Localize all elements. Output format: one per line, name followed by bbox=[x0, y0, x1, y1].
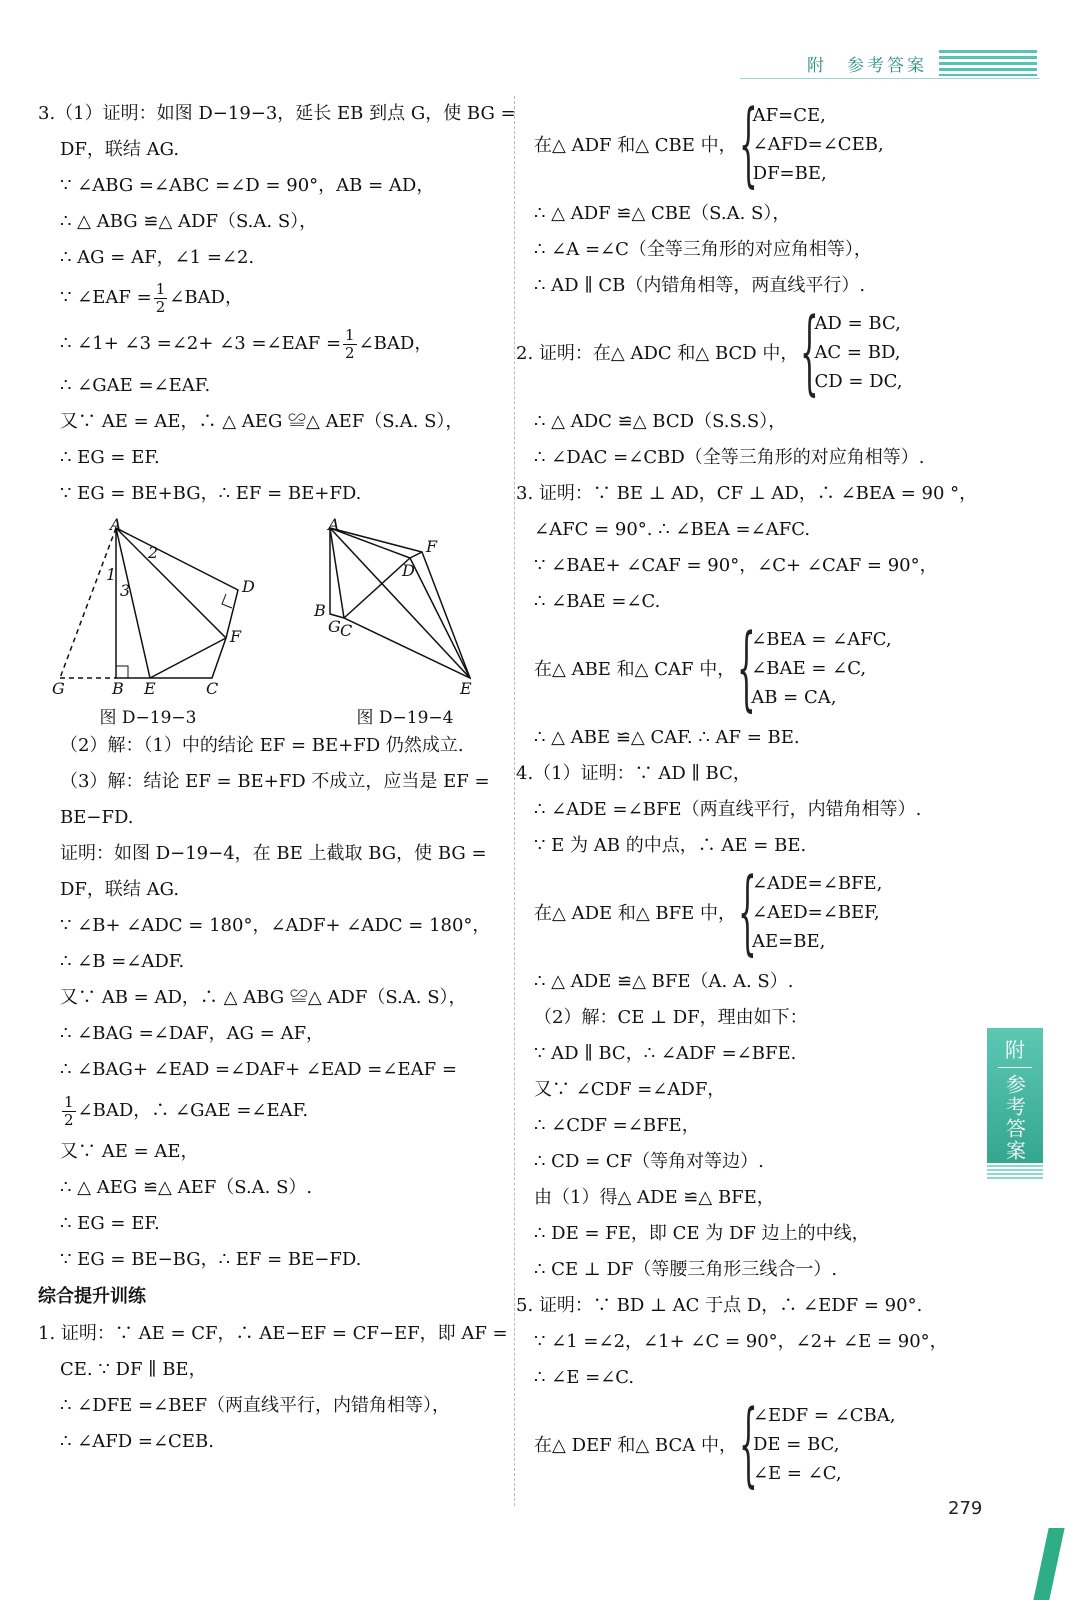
system-row: ∠E = ∠C, bbox=[752, 1462, 842, 1484]
text-line: ∴ AG = AF，∠1 =∠2. bbox=[60, 247, 255, 268]
text-line: （2）解：（1）中的结论 EF = BE+FD 仍然成立. bbox=[60, 735, 464, 756]
label-D: D bbox=[402, 561, 415, 580]
figure-d-19-4 bbox=[310, 518, 500, 728]
text-line: ∴ DE = FE，即 CE 为 DF 边上的中线， bbox=[534, 1223, 870, 1244]
fraction: $\frac{1}{2}$ bbox=[64, 1092, 74, 1129]
text-line: ∴ ∠BAG =∠DAF，AG = AF， bbox=[60, 1023, 325, 1044]
fraction-line bbox=[38, 1088, 500, 1134]
text-line: ∴ EG = EF. bbox=[60, 447, 160, 468]
text-line: ∴ ∠A =∠C（全等三角形的对应角相等）， bbox=[534, 239, 872, 260]
text-line: ∴ ∠CDF =∠BFE， bbox=[534, 1115, 700, 1136]
label-G: G bbox=[328, 617, 341, 636]
text-line: 又∵ AB = AD，∴ △ ABG ≌△ ADF（S.A. S）， bbox=[60, 987, 467, 1008]
text-line: ∴ ∠B =∠ADF. bbox=[60, 951, 185, 972]
text-line: ∴ ∠BAE =∠C. bbox=[534, 591, 661, 612]
text-line: ∴ △ ADE ≌△ BFE（A. A. S）. bbox=[534, 971, 794, 992]
system-row: ∠BAE = ∠C, bbox=[751, 657, 867, 679]
system-intro: 在△ ADE 和△ BFE 中， bbox=[534, 903, 736, 924]
label-B: B bbox=[112, 679, 124, 696]
system-row: AF=CE, bbox=[752, 104, 826, 126]
text-line: ∴ ∠ADE =∠BFE（两直线平行，内错角相等）. bbox=[534, 799, 922, 820]
header-title: 附 参考答案 bbox=[807, 55, 927, 76]
header-decoration bbox=[939, 50, 1037, 76]
text-line: 由（1）得△ ADE ≌△ BFE， bbox=[534, 1187, 775, 1208]
system-intro: 在△ DEF 和△ BCA 中， bbox=[534, 1435, 737, 1456]
fraction-line bbox=[38, 320, 500, 368]
text-line: ∴ CE ⊥ DF（等腰三角形三线合一）. bbox=[534, 1259, 838, 1280]
side-tab-top: 附 bbox=[998, 1034, 1032, 1068]
label-3: 3 bbox=[120, 581, 131, 600]
text-line: ∵ AD ∥ BC，∴ ∠ADF =∠BFE. bbox=[534, 1043, 797, 1064]
text-line: 又∵ AE = AE，∴ △ AEG ≌△ AEF（S.A. S）， bbox=[60, 411, 464, 432]
text-line: 证明：如图 D−19−4，在 BE 上截取 BG，使 BG = bbox=[60, 843, 487, 864]
text-line: ∵ EG = BE+BG，∴ EF = BE+FD. bbox=[60, 483, 362, 504]
text-line: ∴ ∠AFD =∠CEB. bbox=[60, 1431, 214, 1452]
text-line: ∴ ∠BAG+ ∠EAD =∠DAF+ ∠EAD =∠EAF = bbox=[60, 1059, 457, 1080]
system-rows bbox=[751, 625, 891, 712]
brace: { bbox=[738, 1390, 758, 1497]
system-rows bbox=[814, 309, 902, 396]
system-row: ∠EDF = ∠CBA, bbox=[752, 1404, 896, 1426]
label-B: B bbox=[314, 601, 326, 620]
text-line: 3.（1）证明：如图 D−19−3，延长 EB 到点 G，使 BG = bbox=[38, 103, 516, 124]
label-A: A bbox=[110, 518, 122, 534]
label-F: F bbox=[230, 627, 242, 646]
text-line: ∴ AD ∥ CB（内错角相等，两直线平行）. bbox=[534, 275, 866, 296]
header-rule bbox=[740, 78, 1040, 79]
text-line: ∠AFC = 90°. ∴ ∠BEA =∠AFC. bbox=[534, 519, 811, 540]
appendix-side-tab bbox=[987, 1028, 1043, 1163]
figure-caption: 图 D−19−3 bbox=[99, 708, 197, 728]
text-line: ∴ △ AEG ≌△ AEF（S.A. S）. bbox=[60, 1177, 313, 1198]
text-line: ∴ ∠DAC =∠CBD（全等三角形的对应角相等）. bbox=[534, 447, 925, 468]
equation-system bbox=[534, 614, 994, 721]
math-text: ∠BAD， bbox=[358, 333, 433, 354]
text-line: ∴ △ ABG ≌△ ADF（S.A. S）， bbox=[60, 211, 318, 232]
page-number: 279 bbox=[948, 1498, 983, 1519]
text-line: 3. 证明：∵ BE ⊥ AD，CF ⊥ AD，∴ ∠BEA = 90 °， bbox=[516, 483, 978, 504]
text-line: 4.（1）证明：∵ AD ∥ BC， bbox=[516, 763, 751, 784]
system-rows bbox=[752, 869, 882, 956]
text-line: ∵ ∠ABG =∠ABC =∠D = 90°，AB = AD， bbox=[60, 175, 435, 196]
text-line: ∴ ∠GAE =∠EAF. bbox=[60, 375, 211, 396]
text-line: CE. ∵ DF ∥ BE， bbox=[60, 1359, 207, 1380]
text-line: ∴ △ ABE ≌△ CAF. ∴ AF = BE. bbox=[534, 727, 800, 748]
text-line: 5. 证明：∵ BD ⊥ AC 于点 D，∴ ∠EDF = 90°. bbox=[516, 1295, 923, 1316]
brace: { bbox=[738, 858, 757, 965]
label-E: E bbox=[144, 679, 156, 696]
text-line: 又∵ ∠CDF =∠ADF， bbox=[534, 1079, 726, 1100]
system-intro: 在△ ABE 和△ CAF 中， bbox=[534, 659, 736, 680]
system-intro: 在△ ADF 和△ CBE 中， bbox=[534, 135, 737, 156]
label-C: C bbox=[206, 679, 219, 696]
figure-caption: 图 D−19−4 bbox=[356, 708, 454, 728]
system-row: AC = BD, bbox=[814, 341, 901, 363]
fraction: $\frac{1}{2}$ bbox=[155, 279, 166, 316]
text-line: DF，联结 AG. bbox=[60, 139, 180, 160]
text-line: ∴ CD = CF（等角对等边）. bbox=[534, 1151, 764, 1172]
label-D: D bbox=[242, 577, 255, 596]
equation-system bbox=[516, 298, 994, 405]
system-rows bbox=[753, 101, 884, 188]
label-F: F bbox=[426, 537, 438, 556]
text-line: ∵ EG = BE−BG，∴ EF = BE−FD. bbox=[60, 1249, 362, 1270]
geometry-diagram-2 bbox=[310, 518, 500, 696]
column-divider bbox=[514, 96, 515, 1506]
text-line: BE−FD. bbox=[60, 807, 134, 828]
label-1: 1 bbox=[106, 565, 117, 584]
geometry-diagram-1 bbox=[38, 518, 258, 696]
figure-row bbox=[38, 518, 500, 728]
math-text: ∠BAD，∴ ∠GAE =∠EAF. bbox=[77, 1100, 309, 1121]
page-header bbox=[807, 50, 1037, 76]
label-E: E bbox=[460, 679, 472, 696]
system-row: ∠AED=∠BEF, bbox=[752, 901, 880, 923]
fraction-line bbox=[38, 276, 500, 320]
brace: { bbox=[800, 298, 820, 405]
system-row: CD = DC, bbox=[814, 370, 903, 392]
system-row: AB = CA, bbox=[751, 686, 837, 708]
text-line: ∴ △ ADC ≌△ BCD（S.S.S）， bbox=[534, 411, 787, 432]
text-line: ∴ EG = EF. bbox=[60, 1213, 160, 1234]
label-C: C bbox=[340, 621, 353, 640]
figure-d-19-3 bbox=[38, 518, 258, 728]
label-G: G bbox=[52, 679, 65, 696]
equation-system bbox=[534, 1390, 994, 1497]
text-line: ∵ ∠BAE+ ∠CAF = 90°，∠C+ ∠CAF = 90°， bbox=[534, 555, 938, 576]
text-line: （2）解：CE ⊥ DF，理由如下： bbox=[534, 1007, 808, 1028]
system-row: ∠ADE=∠BFE, bbox=[752, 872, 883, 894]
system-intro: 2. 证明：在△ ADC 和△ BCD 中， bbox=[516, 343, 799, 364]
text-line: （3）解：结论 EF = BE+FD 不成立，应当是 EF = bbox=[60, 771, 490, 792]
system-row: ∠BEA = ∠AFC, bbox=[751, 628, 892, 650]
system-row: ∠AFD=∠CEB, bbox=[752, 133, 884, 155]
text-line: ∵ ∠B+ ∠ADC = 180°，∠ADF+ ∠ADC = 180°， bbox=[60, 915, 491, 936]
side-tab-decoration bbox=[987, 1165, 1043, 1181]
math-text: ∴ ∠1+ ∠3 =∠2+ ∠3 =∠EAF = bbox=[60, 333, 342, 354]
text-line: ∵ E 为 AB 的中点，∴ AE = BE. bbox=[534, 835, 807, 856]
system-row: AE=BE, bbox=[752, 930, 826, 952]
system-row: DF=BE, bbox=[752, 162, 827, 184]
text-line: ∴ △ ADF ≌△ CBE（S.A. S）， bbox=[534, 203, 791, 224]
label-A: A bbox=[328, 518, 340, 534]
text-line: ∴ ∠DFE =∠BEF（两直线平行，内错角相等）， bbox=[60, 1395, 451, 1416]
label-2: 2 bbox=[148, 543, 159, 562]
text-line: ∴ ∠E =∠C. bbox=[534, 1367, 635, 1388]
math-text: ∵ ∠EAF = bbox=[60, 287, 152, 308]
text-line: 1. 证明：∵ AE = CF，∴ AE−EF = CF−EF，即 AF = bbox=[38, 1323, 508, 1344]
brace: { bbox=[737, 614, 756, 721]
text-line: 又∵ AE = AE， bbox=[60, 1141, 199, 1162]
system-rows bbox=[753, 1401, 895, 1488]
system-row: DE = BC, bbox=[752, 1433, 840, 1455]
section-title: 综合提升训练 bbox=[38, 1286, 146, 1307]
left-column bbox=[38, 96, 516, 1460]
equation-system bbox=[534, 858, 994, 965]
text-line: DF，联结 AG. bbox=[60, 879, 180, 900]
system-row: AD = BC, bbox=[814, 312, 901, 334]
equation-system bbox=[534, 90, 994, 197]
side-tab-vertical: 参考答案 bbox=[1002, 1074, 1027, 1162]
brace: { bbox=[738, 90, 758, 197]
right-column bbox=[516, 90, 994, 1497]
corner-decoration bbox=[1033, 1528, 1064, 1600]
math-text: ∠BAD， bbox=[169, 287, 243, 308]
fraction: $\frac{1}{2}$ bbox=[345, 325, 355, 362]
text-line: ∵ ∠1 =∠2，∠1+ ∠C = 90°，∠2+ ∠E = 90°， bbox=[534, 1331, 948, 1352]
